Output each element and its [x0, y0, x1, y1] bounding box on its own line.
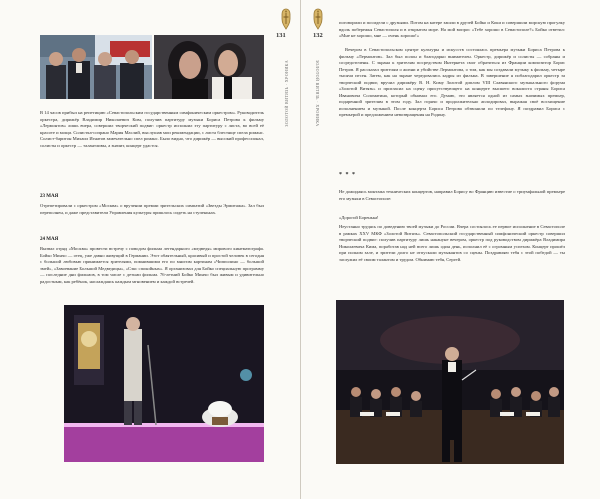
- photo-couple: [154, 35, 264, 99]
- running-title: ЗОЛОТОЙ ВИТЯЗЬ · ХРОНИКА: [315, 60, 320, 127]
- date-heading: 24 МАЯ: [40, 237, 59, 242]
- right-page: [300, 0, 600, 499]
- section-divider-asterisks: * * *: [339, 172, 356, 178]
- photo-ceremony-men: [40, 35, 152, 99]
- body-paragraph: Отрепетировали с оркестром «Москва» о вручении премии зрительских симпатий «Звезды Эрмитажа». Зал был переполнен, и даже представители Управления культуры пришлось сидеть на ступеньках.: [40, 203, 264, 215]
- golden-knight-emblem-icon: [279, 8, 293, 30]
- body-paragraph: Не дожидаясь монтажа технических концертов, направил Борису во Францию известие о триумфальной премьере его музыки в Севастополе:: [339, 189, 565, 201]
- body-paragraph: поговорили и посидели с друзьями. Потом на катере зашли в друзей Бойко и Коки и совершили морскую прогулку вдоль побережья Севастополя и в открытом море. На мой вопрос «Тебе хорошо в Севастополе?» Бойко ответил: «Мне не хорошо, мне — очень хорошо!»: [339, 20, 565, 38]
- body-paragraph: Вызвал отряд «Москва» провести встречу с поводом фильма легендарного «медведя» мирового кинематографа. Бойко Минчо — отец, уже давно живущий в Германии. Этот обаятельный, красивый и простой человек в сегодня с большой любовью принимается зрителями, помнившими его по многим картинам «Чипполино — большой змей», «Завоевание Большой Медведицы», «Сэкс спокойных». Я организовал для Бойко специальную программу — последние дни фильмов, в том числе с детьми фильма. 76-летний Бойко Минчо был живым и удивительно радостным, как ребёнок, наслаждаясь каждым мгновением и каждой встречей.: [40, 246, 264, 284]
- running-title: ЗОЛОТОЙ ВИТЯЗЬ · ХРОНИКА: [284, 60, 289, 127]
- date-heading: 23 МАЯ: [40, 194, 59, 199]
- page-number: 131: [276, 32, 286, 39]
- photo-speaker-on-stage: [64, 305, 264, 462]
- letter-greeting: «Дорогой Боренька!: [339, 215, 379, 220]
- photo-orchestra-concert: [336, 300, 564, 464]
- golden-knight-emblem-icon: [311, 8, 325, 30]
- letter-body: Неустанно трудясь по доведению твоей музыки до России. Вчера состоялось ее первое исполнение в Севастополе в рамках XXV МКФ «Золотой Витязь». Севастопольский государственный симфонический оркестр совершил творческий подвиг: получив партитуру лишь накануне вечером, оркестр под руководством дирижёра Владимира Николаевича Кима, поработав над ней всего лишь один день, исполнил её с огромным успехом. Концерт прошёл при полном зале, и зрители долго не отпускали музыкантов со сцены. Поздравляю тебя с этой победой — ты заслужил её своим талантом и трудом. Обнимаю тебя, Сергей.: [339, 224, 565, 262]
- page-number: 132: [313, 32, 323, 39]
- body-paragraph: Вечером в Севастопольском центре культуры и искусств состоялась премьера музыки Бориса Петрова к фильму «Лермонтов». Зал был полон и благодарно внимателен. Оркестр, дирижёр и солисты — собраны и сосредоточены. С экрана к зрителям посредством Интернета смог обратиться из Франции композитор Борис Петров. Я рассказал зрителям о жизни и убийстве Лермонтова, о том, как мы создавали музыку к фильму, четыре тысячи песен. Затем, как на экране чередовались кадры из фильма. В завершение я поблагодарил оркестр за творческий подвиг, вручил дирижёру В. Н. Киму Золотой диплом VIII Славянского музыкального форума «Золотой Витязь» и пригласил на сцену присутствующего на концерте высшего вокалиста страны Бориса Ивановича Соломатина, который обнимал его. Думаю, это является одной из самых значимых премьер, подаренной зрителям в этом году. Зал горячо и продолжительно аплодировал, выражая своё восхищение исполнением и музыкой. После концерта Бориса Петрова обзвонили по телефону. Я поздравил Бориса с премьерой и предложением невозвращения на Родину.: [339, 47, 565, 117]
- body-paragraph: В 14 часов прибыл на репетицию «Севастопольским государственным симфоническим оркестром». Руководитель оркестра, дирижёр Владимир Николаевич Ким, получив партитуру музыки Бориса Петрова к фильму «Лермонтов» лишь вчера, совершил творческий подвиг: оркестр исполнил эту партитуру с листа, во всей её красоте и мощи. Солистка-сопрано Мария Маслий, выслушав мои рекомендации, с листа блестяще спела романс. Солист-баритон Михаил Игнатов замечательно спел романс. Было видно, что дирижёр — высокий профессионал, солисты и оркестр — талантливы, а значит, концерт удастся.: [40, 110, 264, 148]
